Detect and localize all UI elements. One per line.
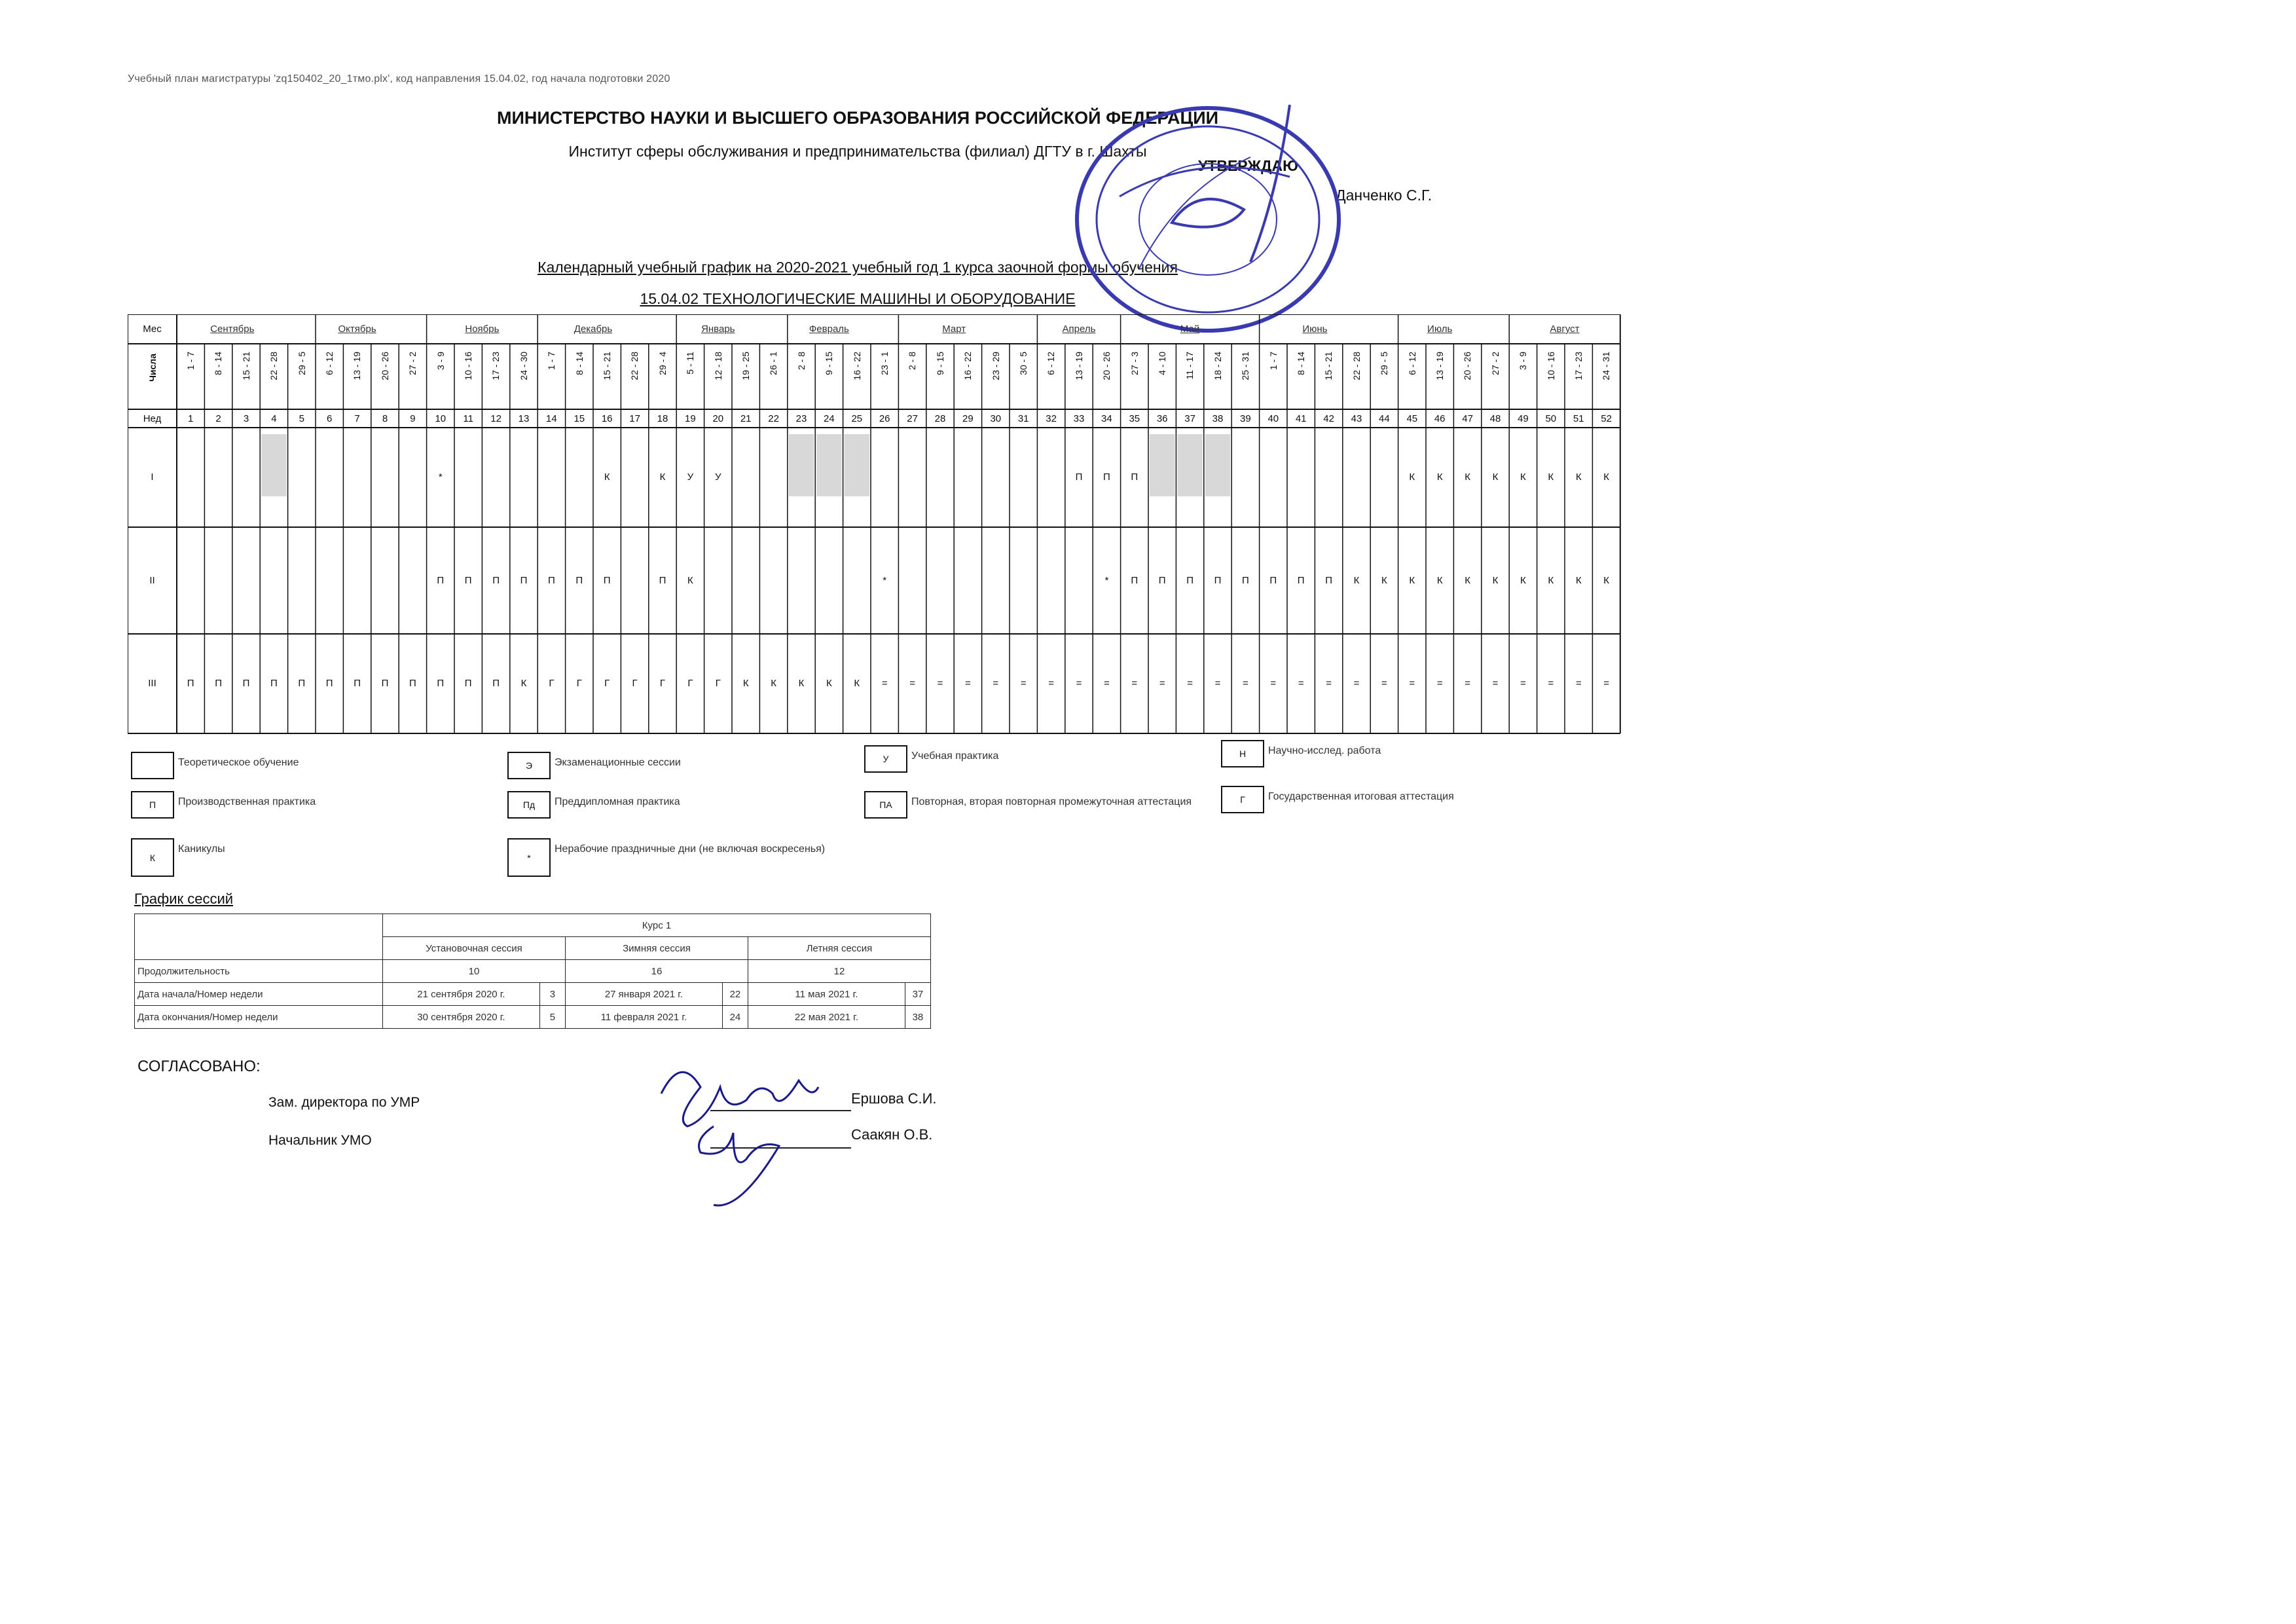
month-label: Август bbox=[1550, 323, 1580, 335]
day-range: 29 - 5 bbox=[296, 352, 307, 375]
week-number: 36 bbox=[1156, 413, 1168, 424]
shaded-week bbox=[845, 434, 869, 496]
month-label: Январь bbox=[701, 323, 735, 335]
day-range: 26 - 1 bbox=[768, 352, 779, 375]
week-number: 49 bbox=[1518, 413, 1529, 424]
table-cell: 5 bbox=[539, 1006, 565, 1029]
handwritten-signature bbox=[635, 1048, 851, 1211]
day-range: 9 - 15 bbox=[934, 352, 945, 375]
day-range: 29 - 5 bbox=[1379, 352, 1390, 375]
day-range: 19 - 25 bbox=[740, 352, 751, 380]
signer-role: Зам. директора по УМР bbox=[268, 1095, 420, 1110]
schedule-cell: П bbox=[1214, 574, 1222, 586]
legend-label: Теоретическое обучение bbox=[178, 757, 299, 768]
agreed-label: СОГЛАСОВАНО: bbox=[137, 1058, 261, 1075]
schedule-cell: = bbox=[1603, 678, 1609, 689]
week-number: 3 bbox=[243, 413, 249, 424]
schedule-cell: К bbox=[1548, 574, 1554, 586]
week-number: 14 bbox=[546, 413, 557, 424]
month-label: Октябрь bbox=[338, 323, 376, 335]
schedule-cell: * bbox=[1104, 574, 1109, 586]
schedule-cell: К bbox=[1409, 471, 1415, 483]
schedule-cell: К bbox=[604, 471, 610, 483]
schedule-cell: П bbox=[492, 678, 500, 689]
schedule-cell: К bbox=[1603, 471, 1609, 483]
day-range: 10 - 16 bbox=[463, 352, 473, 380]
schedule-cell: П bbox=[354, 678, 361, 689]
week-number: 9 bbox=[410, 413, 416, 424]
schedule-cell: = bbox=[937, 678, 943, 689]
week-number: 1 bbox=[188, 413, 194, 424]
table-cell: 16 bbox=[566, 960, 748, 983]
row-label: Дата начала/Номер недели bbox=[135, 983, 383, 1006]
schedule-cell: = bbox=[993, 678, 999, 689]
ministry-title: МИНИСТЕРСТВО НАУКИ И ВЫСШЕГО ОБРАЗОВАНИЯ РОССИЙСКОЙ ФЕДЕРАЦИИ bbox=[496, 108, 1219, 128]
week-number: 22 bbox=[768, 413, 779, 424]
week-number: 8 bbox=[382, 413, 388, 424]
schedule-cell: К bbox=[659, 471, 666, 483]
shaded-week bbox=[816, 434, 841, 496]
week-number: 28 bbox=[934, 413, 946, 424]
schedule-cell: П bbox=[242, 678, 250, 689]
schedule-cell: = bbox=[1270, 678, 1277, 689]
schedule-cell: К bbox=[1575, 574, 1582, 586]
week-number: 5 bbox=[299, 413, 304, 424]
day-range: 15 - 21 bbox=[602, 352, 612, 380]
table-cell: 3 bbox=[539, 983, 565, 1006]
day-range: 16 - 22 bbox=[962, 352, 974, 380]
schedule-cell: К bbox=[1548, 471, 1554, 483]
schedule-cell: К bbox=[1465, 574, 1470, 586]
day-range: 13 - 19 bbox=[1434, 352, 1445, 380]
shaded-week bbox=[789, 434, 814, 496]
document-subtitle: 15.04.02 ТЕХНОЛОГИЧЕСКИЕ МАШИНЫ И ОБОРУДОВАНИЕ bbox=[640, 290, 1076, 307]
schedule-cell: П bbox=[575, 574, 583, 586]
week-number: 2 bbox=[215, 413, 221, 424]
schedule-cell: П bbox=[492, 574, 500, 586]
month-label: Декабрь bbox=[574, 323, 613, 335]
rector-name: Данченко С.Г. bbox=[1336, 187, 1432, 204]
schedule-cell: К bbox=[687, 574, 693, 586]
course-label: II bbox=[149, 574, 155, 586]
day-range: 13 - 19 bbox=[1073, 352, 1084, 380]
week-number: 26 bbox=[879, 413, 890, 424]
day-range: 5 - 11 bbox=[685, 352, 696, 375]
schedule-cell: П bbox=[464, 678, 472, 689]
week-number: 52 bbox=[1601, 413, 1612, 424]
schedule-cell: П bbox=[1158, 574, 1166, 586]
day-range: 12 - 18 bbox=[712, 352, 723, 380]
schedule-cell: К bbox=[771, 678, 776, 689]
week-number: 7 bbox=[354, 413, 360, 424]
day-range: 2 - 8 bbox=[907, 352, 918, 371]
day-range: 15 - 21 bbox=[1323, 352, 1334, 380]
legend-label: Экзаменационные сессии bbox=[555, 757, 681, 768]
week-number: 20 bbox=[712, 413, 724, 424]
week-number: 51 bbox=[1573, 413, 1584, 424]
legend-code: К bbox=[131, 838, 174, 877]
legend-label: Каникулы bbox=[178, 843, 225, 855]
week-number: 13 bbox=[518, 413, 530, 424]
schedule-cell: = bbox=[881, 678, 888, 689]
legend-code: * bbox=[507, 838, 551, 877]
week-number: 46 bbox=[1434, 413, 1446, 424]
legend-code: Г bbox=[1221, 786, 1264, 813]
day-range: 20 - 26 bbox=[1462, 352, 1473, 380]
calendar-grid bbox=[128, 314, 1627, 733]
day-range: 17 - 23 bbox=[490, 352, 501, 380]
course-label: I bbox=[151, 471, 154, 483]
week-number: 34 bbox=[1101, 413, 1112, 424]
day-range: 2 - 8 bbox=[795, 352, 807, 371]
month-label: Февраль bbox=[809, 323, 849, 335]
day-range: 13 - 19 bbox=[352, 352, 363, 380]
day-range: 24 - 30 bbox=[518, 352, 529, 380]
week-number: 42 bbox=[1323, 413, 1334, 424]
day-range: 4 - 10 bbox=[1157, 352, 1167, 375]
schedule-cell: К bbox=[1409, 574, 1415, 586]
week-number: 27 bbox=[907, 413, 918, 424]
schedule-cell: К bbox=[854, 678, 860, 689]
week-number: 37 bbox=[1184, 413, 1195, 424]
row-label: Продолжительность bbox=[135, 960, 383, 983]
schedule-cell: П bbox=[270, 678, 278, 689]
week-number: 19 bbox=[685, 413, 696, 424]
schedule-cell: = bbox=[1436, 678, 1443, 689]
week-number: 6 bbox=[327, 413, 333, 424]
legend-code: ПА bbox=[864, 791, 907, 819]
table-cell: 10 bbox=[383, 960, 566, 983]
schedule-cell: = bbox=[1214, 678, 1221, 689]
institute-name: Институт сферы обслуживания и предпринимательства (филиал) ДГТУ в г. Шахты bbox=[568, 143, 1147, 160]
week-number: 4 bbox=[271, 413, 277, 424]
table-cell: 27 января 2021 г. bbox=[566, 983, 723, 1006]
legend-label: Производственная практика bbox=[178, 796, 316, 807]
week-number: 44 bbox=[1379, 413, 1390, 424]
legend-label: Научно-исслед. работа bbox=[1268, 745, 1381, 756]
schedule-cell: П bbox=[659, 574, 666, 586]
week-number: 47 bbox=[1462, 413, 1473, 424]
schedule-cell: = bbox=[1381, 678, 1387, 689]
schedule-cell: П bbox=[1102, 471, 1110, 483]
day-range: 27 - 2 bbox=[1489, 352, 1501, 375]
month-label: Март bbox=[942, 323, 966, 335]
column-header: Зимняя сессия bbox=[566, 937, 748, 960]
day-range: 23 - 1 bbox=[879, 352, 890, 375]
schedule-cell: К bbox=[826, 678, 832, 689]
month-label: Июнь bbox=[1302, 323, 1328, 335]
week-number: 18 bbox=[657, 413, 668, 424]
week-number: 50 bbox=[1545, 413, 1557, 424]
schedule-cell: = bbox=[1575, 678, 1582, 689]
day-range: 10 - 16 bbox=[1545, 352, 1556, 380]
week-number: 11 bbox=[463, 413, 473, 424]
schedule-cell: П bbox=[1186, 574, 1194, 586]
day-range: 3 - 9 bbox=[1518, 352, 1529, 371]
week-number: 12 bbox=[490, 413, 501, 424]
legend-label: Государственная итоговая аттестация bbox=[1268, 791, 1454, 802]
table-cell: 21 сентября 2020 г. bbox=[383, 983, 540, 1006]
day-range: 24 - 31 bbox=[1601, 352, 1612, 380]
shaded-week bbox=[261, 434, 286, 496]
day-range: 8 - 14 bbox=[1296, 352, 1306, 375]
schedule-cell: = bbox=[1104, 678, 1110, 689]
schedule-cell: П bbox=[215, 678, 222, 689]
day-range: 8 - 14 bbox=[574, 352, 585, 375]
schedule-cell: Г bbox=[632, 678, 638, 689]
legend-code: П bbox=[131, 791, 174, 819]
day-range: 6 - 12 bbox=[324, 352, 335, 375]
month-label: Сентябрь bbox=[210, 323, 255, 335]
schedule-cell: П bbox=[437, 678, 445, 689]
schedule-cell: П bbox=[1241, 574, 1249, 586]
sessions-table bbox=[134, 913, 931, 1029]
legend-code bbox=[131, 752, 174, 779]
month-label: Ноябрь bbox=[465, 323, 500, 335]
week-number: 32 bbox=[1046, 413, 1057, 424]
legend-code: Н bbox=[1221, 740, 1264, 767]
schedule-cell: Г bbox=[576, 678, 582, 689]
source-line: Учебный план магистратуры 'zq150402_20_1тмо.plx', код направления 15.04.02, год начала подготовки 2020 bbox=[128, 73, 670, 84]
schedule-cell: = bbox=[909, 678, 915, 689]
schedule-cell: = bbox=[1076, 678, 1082, 689]
schedule-cell: П bbox=[437, 574, 445, 586]
schedule-cell: = bbox=[1048, 678, 1054, 689]
day-range: 11 - 17 bbox=[1184, 352, 1195, 380]
schedule-cell: П bbox=[381, 678, 389, 689]
schedule-cell: = bbox=[1465, 678, 1470, 689]
week-number: 41 bbox=[1295, 413, 1307, 424]
table-cell: 38 bbox=[905, 1006, 930, 1029]
schedule-cell: П bbox=[1131, 574, 1139, 586]
day-range: 27 - 3 bbox=[1129, 352, 1140, 375]
schedule-cell: = bbox=[1187, 678, 1193, 689]
schedule-cell: К bbox=[1353, 574, 1360, 586]
document-title: Календарный учебный график на 2020-2021 учебный год 1 курса заочной формы обучения bbox=[538, 259, 1178, 276]
week-number: 40 bbox=[1267, 413, 1279, 424]
schedule-cell: П bbox=[1131, 471, 1139, 483]
schedule-cell: = bbox=[1353, 678, 1360, 689]
schedule-cell: К bbox=[1465, 471, 1470, 483]
week-number: 35 bbox=[1129, 413, 1140, 424]
week-number: 25 bbox=[851, 413, 863, 424]
day-range: 18 - 24 bbox=[1212, 352, 1223, 380]
week-number: 43 bbox=[1351, 413, 1362, 424]
signer-name: Ершова С.И. bbox=[851, 1090, 937, 1107]
signer-name: Саакян О.В. bbox=[851, 1126, 933, 1143]
week-number: 30 bbox=[990, 413, 1002, 424]
day-range: 25 - 31 bbox=[1240, 352, 1251, 380]
schedule-cell: П bbox=[298, 678, 306, 689]
schedule-cell: К bbox=[1492, 471, 1499, 483]
month-label: Апрель bbox=[1062, 323, 1096, 335]
schedule-cell: К bbox=[798, 678, 805, 689]
schedule-cell: * bbox=[883, 574, 887, 586]
column-header: Установочная сессия bbox=[383, 937, 566, 960]
week-number: 29 bbox=[962, 413, 974, 424]
sessions-title: График сессий bbox=[134, 891, 234, 907]
shaded-week bbox=[1177, 434, 1202, 496]
schedule-cell: Г bbox=[604, 678, 610, 689]
table-cell: 22 bbox=[722, 983, 748, 1006]
day-range: 29 - 4 bbox=[657, 352, 668, 375]
table-cell: 24 bbox=[722, 1006, 748, 1029]
legend-code: Э bbox=[507, 752, 551, 779]
day-range: 20 - 26 bbox=[379, 352, 390, 380]
schedule-cell: П bbox=[325, 678, 333, 689]
schedule-cell: * bbox=[438, 471, 443, 483]
row-label-month: Мес bbox=[143, 323, 162, 335]
day-range: 16 - 22 bbox=[851, 352, 862, 380]
schedule-cell: = bbox=[1298, 678, 1304, 689]
week-number: 31 bbox=[1017, 413, 1029, 424]
week-number: 17 bbox=[629, 413, 640, 424]
schedule-cell: = bbox=[1520, 678, 1526, 689]
day-range: 1 - 7 bbox=[185, 352, 196, 371]
day-range: 27 - 2 bbox=[407, 352, 418, 375]
table-cell: 22 мая 2021 г. bbox=[748, 1006, 905, 1029]
table-cell: 11 мая 2021 г. bbox=[748, 983, 905, 1006]
legend-label: Нерабочие праздничные дни (не включая воскресенья) bbox=[555, 843, 826, 855]
week-number: 10 bbox=[435, 413, 446, 424]
course-header: Курс 1 bbox=[383, 914, 931, 937]
schedule-cell: Г bbox=[715, 678, 721, 689]
schedule-cell: = bbox=[1548, 678, 1554, 689]
day-range: 9 - 15 bbox=[824, 352, 835, 375]
week-number: 38 bbox=[1212, 413, 1224, 424]
official-stamp bbox=[1041, 98, 1381, 334]
week-number: 33 bbox=[1073, 413, 1085, 424]
schedule-cell: Г bbox=[659, 678, 666, 689]
schedule-cell: К bbox=[1381, 574, 1387, 586]
schedule-cell: У bbox=[715, 471, 721, 483]
week-number: 16 bbox=[601, 413, 613, 424]
schedule-cell: Г bbox=[549, 678, 555, 689]
schedule-cell: П bbox=[1325, 574, 1332, 586]
schedule-cell: К bbox=[742, 678, 749, 689]
column-header: Летняя сессия bbox=[748, 937, 931, 960]
schedule-cell: = bbox=[1243, 678, 1248, 689]
course-label: III bbox=[148, 678, 156, 689]
row-label: Дата окончания/Номер недели bbox=[135, 1006, 383, 1029]
day-range: 3 - 9 bbox=[435, 352, 446, 371]
week-number: 24 bbox=[824, 413, 835, 424]
day-range: 1 - 7 bbox=[1267, 352, 1279, 371]
week-number: 23 bbox=[795, 413, 807, 424]
day-range: 6 - 12 bbox=[1406, 352, 1417, 375]
day-range: 20 - 26 bbox=[1101, 352, 1112, 380]
legend-label: Преддипломная практика bbox=[555, 796, 680, 807]
week-number: 15 bbox=[574, 413, 585, 424]
week-number: 39 bbox=[1240, 413, 1251, 424]
week-number: 48 bbox=[1489, 413, 1501, 424]
shaded-week bbox=[1150, 434, 1175, 496]
schedule-cell: = bbox=[1131, 678, 1138, 689]
legend-code: У bbox=[864, 745, 907, 773]
schedule-cell: П bbox=[1075, 471, 1083, 483]
table-cell: 12 bbox=[748, 960, 931, 983]
schedule-cell: К bbox=[1520, 574, 1526, 586]
schedule-cell: = bbox=[965, 678, 971, 689]
schedule-cell: П bbox=[187, 678, 194, 689]
day-range: 22 - 28 bbox=[1351, 352, 1362, 380]
legend-label: Повторная, вторая повторная промежуточная аттестация bbox=[911, 796, 1192, 807]
table-cell: 11 февраля 2021 г. bbox=[566, 1006, 723, 1029]
month-label: Июль bbox=[1427, 323, 1453, 335]
schedule-cell: К bbox=[1492, 574, 1499, 586]
legend-label: Учебная практика bbox=[911, 750, 999, 762]
schedule-cell: П bbox=[1269, 574, 1277, 586]
row-label-days: Числа bbox=[147, 354, 158, 382]
shaded-week bbox=[1205, 434, 1230, 496]
week-number: 45 bbox=[1406, 413, 1418, 424]
day-range: 15 - 21 bbox=[240, 352, 251, 380]
schedule-cell: = bbox=[1492, 678, 1499, 689]
legend-code: Пд bbox=[507, 791, 551, 819]
schedule-cell: П bbox=[547, 574, 555, 586]
week-number: 21 bbox=[740, 413, 752, 424]
schedule-cell: К bbox=[520, 678, 527, 689]
schedule-cell: = bbox=[1409, 678, 1415, 689]
schedule-cell: = bbox=[1020, 678, 1027, 689]
day-range: 17 - 23 bbox=[1573, 352, 1584, 380]
schedule-cell: П bbox=[409, 678, 416, 689]
schedule-cell: Г bbox=[687, 678, 693, 689]
schedule-cell: П bbox=[603, 574, 611, 586]
approve-label: УТВЕРЖДАЮ bbox=[1198, 157, 1298, 174]
schedule-cell: К bbox=[1436, 471, 1443, 483]
day-range: 23 - 29 bbox=[990, 352, 1001, 380]
month-label: Май bbox=[1180, 323, 1200, 335]
schedule-cell: К bbox=[1520, 471, 1526, 483]
schedule-cell: К bbox=[1603, 574, 1609, 586]
schedule-cell: = bbox=[1326, 678, 1332, 689]
table-cell: 37 bbox=[905, 983, 930, 1006]
schedule-cell: П bbox=[464, 574, 472, 586]
schedule-cell: К bbox=[1436, 574, 1443, 586]
day-range: 8 - 14 bbox=[213, 352, 224, 375]
day-range: 1 - 7 bbox=[546, 352, 557, 371]
schedule-cell: К bbox=[1575, 471, 1582, 483]
day-range: 30 - 5 bbox=[1018, 352, 1029, 375]
row-label-week: Нед bbox=[143, 413, 162, 424]
schedule-cell: = bbox=[1159, 678, 1165, 689]
schedule-cell: П bbox=[520, 574, 528, 586]
schedule-cell: У bbox=[687, 471, 694, 483]
signer-role: Начальник УМО bbox=[268, 1133, 372, 1148]
schedule-cell: П bbox=[1297, 574, 1305, 586]
day-range: 22 - 28 bbox=[629, 352, 640, 380]
day-range: 6 - 12 bbox=[1046, 352, 1057, 375]
table-cell: 30 сентября 2020 г. bbox=[383, 1006, 540, 1029]
day-range: 22 - 28 bbox=[268, 352, 280, 380]
